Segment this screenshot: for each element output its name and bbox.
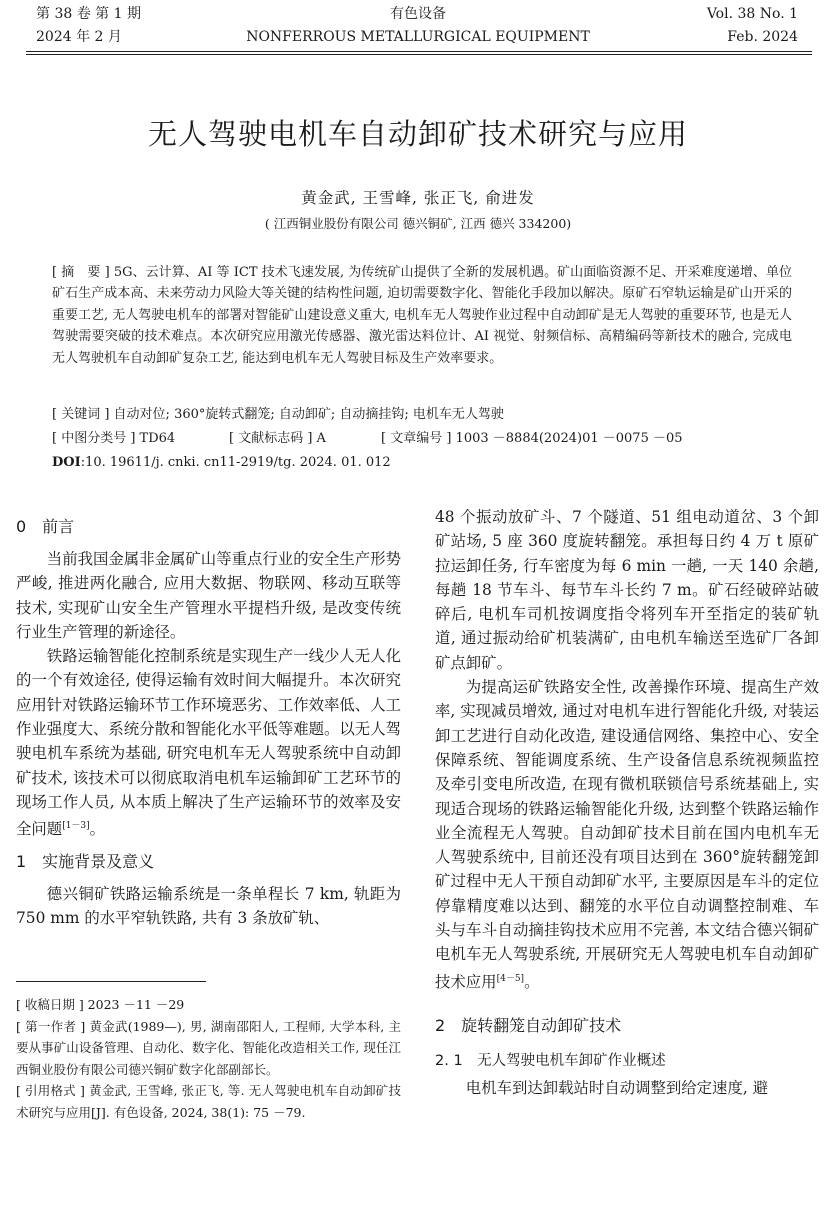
article-number-value: 1003 －8884(2024)01 －0075 －05 — [451, 431, 683, 446]
footnotes — [16, 994, 401, 1123]
left-paragraph-3: 德兴铜矿铁路运输系统是一条单程长 7 km, 轨距为 750 mm 的水平窄轨铁路, 共有 3 条放矿轨、 — [16, 884, 401, 927]
clc-value: TD64 — [135, 431, 176, 446]
right-paragraph-2 — [435, 675, 819, 994]
first-author-value: 黄金武(1989—), 男, 湖南邵阳人, 工程师, 大学本科, 主要从事矿山设备管理、自动化、数字化、智能化改造相关工作, 现任江西铜业股份有限公司德兴铜矿数字化部副部长。 — [16, 1018, 402, 1077]
citation-ref-1-3: [1－3] — [62, 821, 90, 832]
footnote-rule — [16, 981, 206, 982]
citation-format-label: [ 引用格式 ] — [16, 1083, 85, 1098]
left-paragraph-2 — [16, 644, 401, 842]
article-title: 无人驾驶电机车自动卸矿技术研究与应用 — [147, 117, 688, 151]
doi-label: DOI — [52, 455, 81, 470]
doc-code-value: A — [312, 431, 326, 446]
doc-code-label: [ 文献标志码 ] — [229, 431, 313, 446]
section-2-heading: 2 旋转翻笼自动卸矿技术 — [435, 1016, 622, 1036]
footnote-received — [16, 994, 401, 1016]
author-affiliation: ( 江西铜业股份有限公司 德兴铜矿, 江西 德兴 334200) — [264, 216, 572, 231]
left-paragraph-1: 当前我国金属非金属矿山等重点行业的安全生产形势严峻, 推进两化融合, 应用大数据、物联网、移动互联等技术, 实现矿山安全生产管理水平提档升级, 是改变传统行业生产管理的新途径。 — [16, 550, 401, 641]
footnote-author — [16, 1016, 401, 1081]
right-column — [435, 505, 819, 1100]
left-paragraph-2-text: 铁路运输智能化控制系统是实现生产一线少人无人化的一个有效途径, 使得运输有效时间大幅提升。本次研究应用针对铁路运输环节工作环境恶劣、工作效率低、人工作业强度大、系统分散和智能化水平低等难题。以无人驾驶电机车系统为基础, 研究电机车无人驾驶系统中自动卸矿技术, 该技术可以彻底取消电机车运输卸矿工艺环节的现场工作人员, 从本质上解决了生产运输环节的效率及安全问题 — [16, 647, 401, 839]
received-value: 2023 －11 －29 — [83, 997, 185, 1012]
issue-date: 2024 年 2 月 — [36, 29, 122, 45]
abstract-label: [ 摘 要 ] — [52, 265, 110, 280]
abstract-paragraph — [52, 262, 792, 369]
doi-line — [52, 452, 391, 473]
header-rule-thin — [26, 54, 812, 55]
document-code — [229, 428, 326, 449]
volume-issue-en: Vol. 38 No. 1 — [706, 6, 798, 22]
article-number-label: [ 文章编号 ] — [381, 431, 452, 446]
article-number — [381, 428, 683, 449]
doi-value: :10. 19611/j. cnki. cn11-2919/tg. 2024. 01. 012 — [80, 455, 391, 470]
left-paragraph-2-end: 。 — [89, 820, 106, 839]
issue-date-en: Feb. 2024 — [727, 29, 798, 45]
abstract — [52, 262, 792, 369]
keywords-text: 自动对位; 360°旋转式翻笼; 自动卸矿; 自动摘挂钩; 电机车无人驾驶 — [109, 407, 504, 422]
footnote-citation — [16, 1080, 401, 1123]
journal-name-en: NONFERROUS METALLURGICAL EQUIPMENT — [246, 29, 590, 45]
journal-name-cn: 有色设备 — [390, 6, 446, 22]
clc-label: [ 中图分类号 ] — [52, 431, 136, 446]
header-rule-thick — [26, 51, 812, 52]
section-2-1-heading: 2. 1 无人驾驶电机车卸矿作业概述 — [435, 1053, 666, 1070]
first-author-label: [ 第一作者 ] — [16, 1018, 86, 1034]
citation-format-value: 黄金武, 王雪峰, 张正飞, 等. 无人驾驶电机车自动卸矿技术研究与应用[J]. 有色设备, 2024, 38(1): 75 －79. — [16, 1083, 402, 1120]
received-label: [ 收稿日期 ] — [16, 997, 84, 1012]
section-1-heading: 1 实施背景及意义 — [16, 851, 155, 871]
right-paragraph-3: 电机车到达卸载站时自动调整到给定速度, 避 — [465, 1079, 769, 1098]
journal-header — [0, 0, 836, 52]
keywords — [52, 404, 504, 425]
keywords-label: [ 关键词 ] — [52, 407, 110, 422]
right-paragraph-1: 48 个振动放矿斗、7 个隧道、51 组电动道岔、3 个卸矿站场, 5 座 360 度旋转翻笼。承担每日约 4 万 t 原矿拉运卸任务, 行车密度为每 6 min 一趟, 一天 140 余趟, 每趟 18 节车斗、每节车斗长约 7 m。矿石经破碎站破碎后, 电机车司机按调度指令将列车开至指定的装矿轨道, 通过振动给矿机装满矿, 由电机车输送至选矿厂各卸矿点卸矿。 — [435, 508, 819, 672]
abstract-text: 5G、云计算、AI 等 ICT 技术飞速发展, 为传统矿山提供了全新的发展机遇。矿山面临资源不足、开采难度递增、单位矿石生产成本高、未来劳动力风险大等关键的结构性问题, 迫切需要数字化、智能化手段加以解决。原矿石窄轨运输是矿山开采的重要工艺, 无人驾驶电机车的部署对智能矿山建设意义重大, 电机车无人驾驶作业过程中自动卸矿是无人驾驶的重要环节, 也是无人驾驶需要突破的技术难点。本次研究应用激光传感器、激光雷达料位计、AI 视觉、射频信标、高精编码等新技术的融合, 完成电无人驾驶机车自动卸矿复杂工艺, 能达到电机车无人驾驶目标及生产效率要求。 — [52, 265, 792, 366]
citation-ref-4-5: [4－5] — [496, 973, 525, 984]
volume-issue: 第 38 卷 第 1 期 — [36, 6, 141, 22]
right-paragraph-2-end: 。 — [524, 972, 540, 991]
section-0-heading: 0 前言 — [16, 517, 75, 536]
classification-line — [52, 428, 175, 449]
right-paragraph-2-text: 为提高运矿铁路安全性, 改善操作环境、提高生产效率, 实现减员增效, 通过对电机车进行智能化升级, 对装运卸工艺进行自动化改造, 建设通信网络、集控中心、安全保障系统、智能调度系统、生产设备信息系统视频监控及牵引变电所改造, 在现有微机联锁信号系统基础上, 实现适合现场的铁路运输智能化升级, 达到整个铁路运输作业全流程无人驾驶。自动卸矿技术目前在国内电机车无人驾驶系统中, 目前还没有项目达到在 360°旋转翻笼卸矿过程中无人干预自动卸矿水平, 主要原因是车斗的定位停靠精度难以达到、翻笼的水平位自动调整控制难、车头与车斗自动摘挂钩技术应用不完善, 本文结合德兴铜矿电机车无人驾驶系统, 开展研究无人驾驶电机车自动卸矿技术应用 — [435, 678, 819, 991]
left-column — [16, 507, 401, 930]
header-right — [707, 3, 798, 49]
article-authors: 黄金武, 王雪峰, 张正飞, 俞进发 — [301, 189, 535, 207]
